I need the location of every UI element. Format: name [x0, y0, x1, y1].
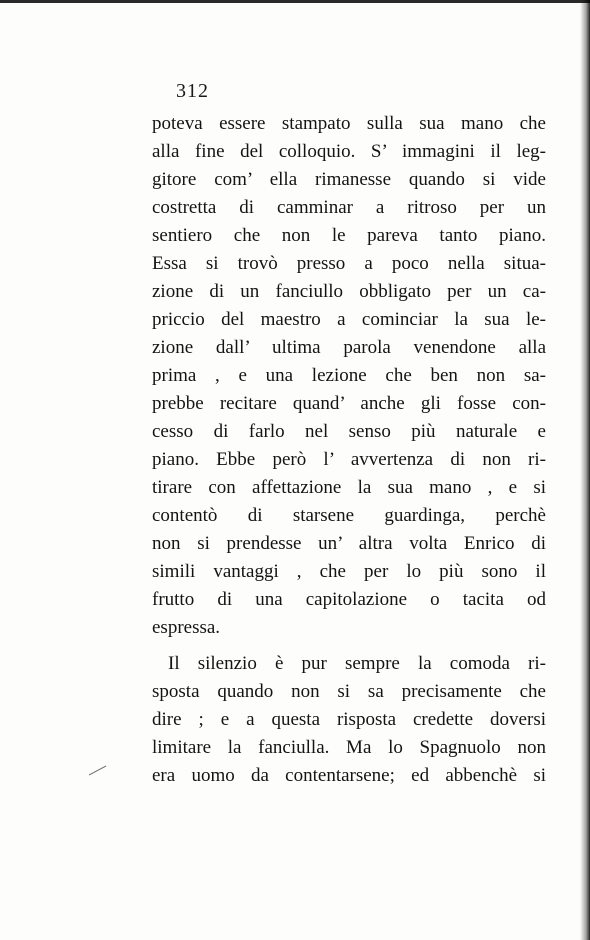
page-number: 312: [176, 80, 209, 102]
text-line-8: priccio del maestro a cominciar la sua le-: [152, 309, 546, 330]
page-top-edge: [0, 0, 590, 3]
text-line-12: cesso di farlo nel senso più naturale e: [152, 421, 546, 442]
text-line-21: sposta quando non si sa precisamente che: [152, 681, 546, 702]
text-line-23: limitare la fanciulla. Ma lo Spagnuolo non: [152, 737, 546, 758]
text-line-2: alla fine del colloquio. S’ immagini il leg-: [152, 141, 546, 162]
text-line-4: costretta di camminar a ritroso per un: [152, 197, 546, 218]
text-line-11: prebbe recitare quand’ anche gli fosse con-: [152, 393, 546, 414]
text-line-17: simili vantaggi , che per lo più sono il: [152, 561, 546, 582]
text-line-5: sentiero che non le pareva tanto piano.: [152, 225, 546, 246]
text-line-9: zione dall’ ultima parola venendone alla: [152, 337, 546, 358]
text-line-1: poteva essere stampato sulla sua mano che: [152, 113, 546, 134]
text-line-18: frutto di una capitolazione o tacita od: [152, 589, 546, 610]
page-edge-shadow: [580, 0, 590, 940]
text-line-14: tirare con affettazione la sua mano , e si: [152, 477, 546, 498]
text-line-7: zione di un fanciullo obbligato per un ca-: [152, 281, 546, 302]
text-line-22: dire ; e a questa risposta credette doversi: [152, 709, 546, 730]
text-line-6: Essa si trovò presso a poco nella situa-: [152, 253, 546, 274]
text-line-3: gitore com’ ella rimanesse quando si vide: [152, 169, 546, 190]
text-line-19: espressa.: [152, 617, 221, 638]
text-line-20: Il silenzio è pur sempre la comoda ri-: [168, 653, 546, 674]
margin-pen-mark: [88, 764, 108, 776]
text-line-10: prima , e una lezione che ben non sa-: [152, 365, 546, 386]
text-line-24: era uomo da contentarsene; ed abbenchè si: [152, 765, 546, 786]
text-line-13: piano. Ebbe però l’ avvertenza di non ri-: [152, 449, 546, 470]
text-line-16: non si prendesse un’ altra volta Enrico di: [152, 533, 546, 554]
text-line-15: contentò di starsene guardinga, perchè: [152, 505, 546, 526]
